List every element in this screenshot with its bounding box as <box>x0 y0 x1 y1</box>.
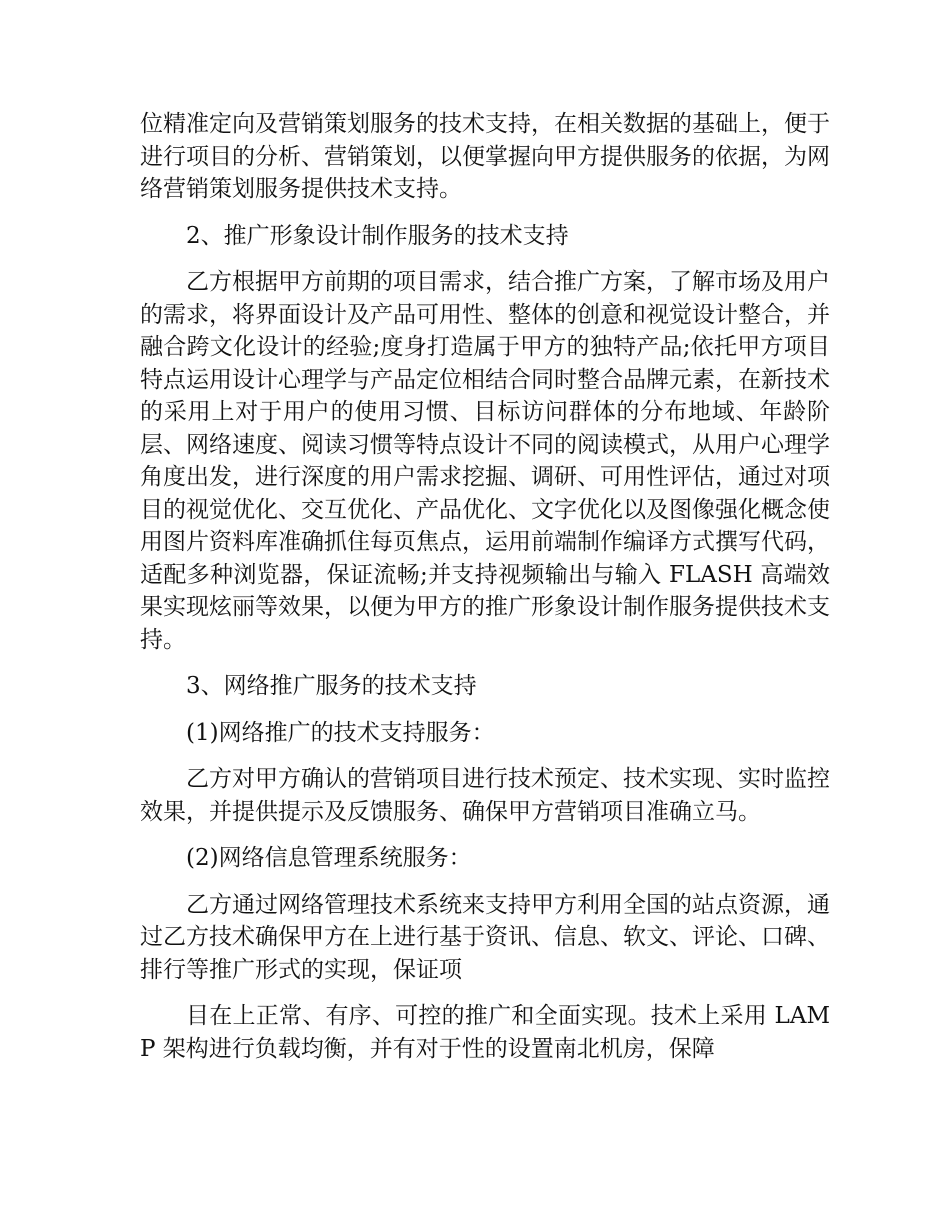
paragraph-lamp-architecture: 目在上正常、有序、可控的推广和全面实现。技术上采用 LAMP 架构进行负载均衡，并有对于性的设置南北机房，保障 <box>140 1003 830 1062</box>
document-page <box>140 108 830 1079</box>
paragraph-promotion-support: 乙方对甲方确认的营销项目进行技术预定、技术实现、实时监控效果，并提供提示及反馈服务、确保甲方营销项目准确立马。 <box>140 766 830 825</box>
paragraph-design-support: 乙方根据甲方前期的项目需求，结合推广方案，了解市场及用户的需求，将界面设计及产品可用性、整体的创意和视觉设计整合，并融合跨文化设计的经验;度身打造属于甲方的独特产品;依托甲方项目特点运用设计心理学与产品定位相结合同时整合品牌元素，在新技术的采用上对于用户的使用习惯、目标访问群体的分布地域、年龄阶层、网络速度、阅读习惯等特点设计不同的阅读模式，从用户心理学角度出发，进行深度的用户需求挖掘、调研、可用性评估，通过对项目的视觉优化、交互优化、产品优化、文字优化以及图像强化概念使用图片资料库准确抓住每页焦点，运用前端制作编译方式撰写代码，适配多种浏览器，保证流畅;并支持视频输出与输入 FLASH 高端效果实现炫丽等效果，以便为甲方的推广形象设计制作服务提供技术支持。 <box>140 269 830 653</box>
section-heading-2: 2、推广形象设计制作服务的技术支持 <box>186 222 569 249</box>
subheading-2: (2)网络信息管理系统服务： <box>186 845 472 871</box>
paragraph-intro-continuation: 位精准定向及营销策划服务的技术支持，在相关数据的基础上，便于进行项目的分析、营销策划，以便掌握向甲方提供服务的依据，为网络营销策划服务提供技术支持。 <box>140 111 830 202</box>
paragraph-info-management: 乙方通过网络管理技术系统来支持甲方利用全国的站点资源，通过乙方技术确保甲方在上进行基于资讯、信息、软文、评论、口碑、排行等推广形式的实现，保证项 <box>140 891 830 983</box>
subheading-1: (1)网络推广的技术支持服务： <box>186 719 495 746</box>
section-heading-3: 3、网络推广服务的技术支持 <box>186 673 477 699</box>
